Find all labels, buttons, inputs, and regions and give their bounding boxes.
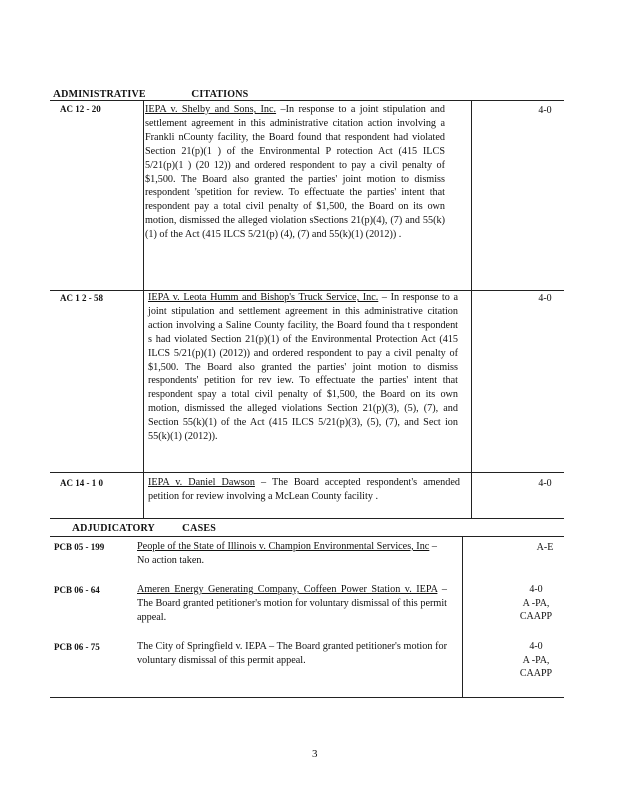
- vote-count: A-E: [536, 542, 554, 553]
- table-rule: [50, 100, 564, 101]
- case-id: AC 14 - 1 0: [60, 478, 103, 488]
- vote-count: 4-0: [538, 293, 552, 304]
- vote-line: 4-0: [529, 584, 543, 595]
- case-title: IEPA v. Leota Humm and Bishop's Truck Service, Inc.: [148, 292, 379, 303]
- table-column-divider: [462, 536, 463, 697]
- case-id: PCB 06 - 64: [54, 585, 100, 595]
- case-summary: IEPA v. Daniel Dawson – The Board accepted respondent's amended petition for review involving a McLean County facility .: [148, 477, 460, 502]
- adjudicatory-cases-heading: ADJUDICATORY CASES: [72, 522, 216, 534]
- vote-line: A -PA,: [522, 654, 550, 666]
- case-title: IEPA v. Shelby and Sons, Inc.: [145, 104, 277, 115]
- vote-line: CAAPP: [519, 668, 553, 679]
- vote-line: CAAPP: [519, 611, 553, 622]
- page-number: 3: [312, 748, 318, 760]
- case-title: IEPA v. Daniel Dawson: [148, 477, 255, 488]
- administrative-citations-heading: ADMINISTRATIVE CITATIONS: [53, 88, 249, 100]
- case-title: The City of Springfield v. IEPA: [137, 641, 267, 652]
- case-id: PCB 06 - 75: [54, 642, 100, 652]
- vote-line: A -PA,: [522, 597, 550, 609]
- case-title: People of the State of Illinois v. Champion Environmental Services, Inc: [137, 541, 430, 552]
- case-id: AC 1 2 - 58: [60, 293, 103, 303]
- case-summary: The City of Springfield v. IEPA – The Board granted petitioner's motion for voluntary dismissal of this permit appeal.: [137, 641, 447, 666]
- table-rule: [50, 518, 564, 519]
- vote-count: 4-0: [538, 105, 552, 116]
- case-title: Ameren Energy Generating Company, Coffeen Power Station v. IEPA: [137, 584, 438, 595]
- table-rule: [50, 472, 564, 473]
- case-summary: IEPA v. Shelby and Sons, Inc. –In response to a joint stipulation and settlement agreement in this administrative citation action involving a Frankli nCounty facility, the Board found that respondent had violated Section 21(p)(1 ) of the Environmental P rotection Act (415 ILCS 5/21(p)(1 ) (20 12)) and ordered respondent to pay a civil penalty of $1,500. The Board also granted the parties' joint motion to dismiss respondent 'spetition for review. To effectuate the parties' intent that respondent pay a total civil penalty of $1,500, the Board on its own motion, dismissed the alleged violation sSections 21(p)(4), (7) and 55(k)(1) of the Act (415 ILCS 5/21(p) (4), (7) and 55(k)(1) (2012)) .: [145, 104, 445, 241]
- case-id: PCB 05 - 199: [54, 542, 105, 552]
- table-rule: [50, 536, 564, 537]
- table-column-divider: [143, 100, 144, 518]
- case-id: AC 12 - 20: [60, 104, 101, 114]
- case-summary: People of the State of Illinois v. Champion Environmental Services, Inc –No action taken.: [137, 541, 437, 566]
- table-column-divider: [471, 100, 472, 518]
- table-rule: [50, 697, 564, 698]
- vote-count: [514, 640, 558, 681]
- vote-count: [514, 583, 558, 624]
- case-summary: Ameren Energy Generating Company, Coffeen Power Station v. IEPA – The Board granted petitioner's motion for voluntary dismissal of this permit appeal.: [137, 584, 447, 623]
- vote-line: 4-0: [529, 641, 543, 652]
- vote-count: 4-0: [538, 478, 552, 489]
- case-summary: IEPA v. Leota Humm and Bishop's Truck Service, Inc. – In response to a joint stipulation and settlement agreement in this administrative citation action involving a Saline County facility, the Board found tha t respondent s had violated Section 21(p)(1) of the Environmental Protection Act (415 ILCS 5/21(p)(1) (2012)) and ordered respondent to pay a civil penalty of $1,500. The Board also granted the parties' joint motion to dismiss respondents' petition for rev iew. To effectuate the parties' intent that respondent spay a total civil penalty of $1,500, the Board on its own motion, dismissed the alleged violations Section 21(p)(3), (5), (7), and Section 55(k)(1) of the Act (415 ILCS 5/21(p)(3), (5), (7), and Sect ion 55(k)(1) (2012)).: [148, 292, 458, 443]
